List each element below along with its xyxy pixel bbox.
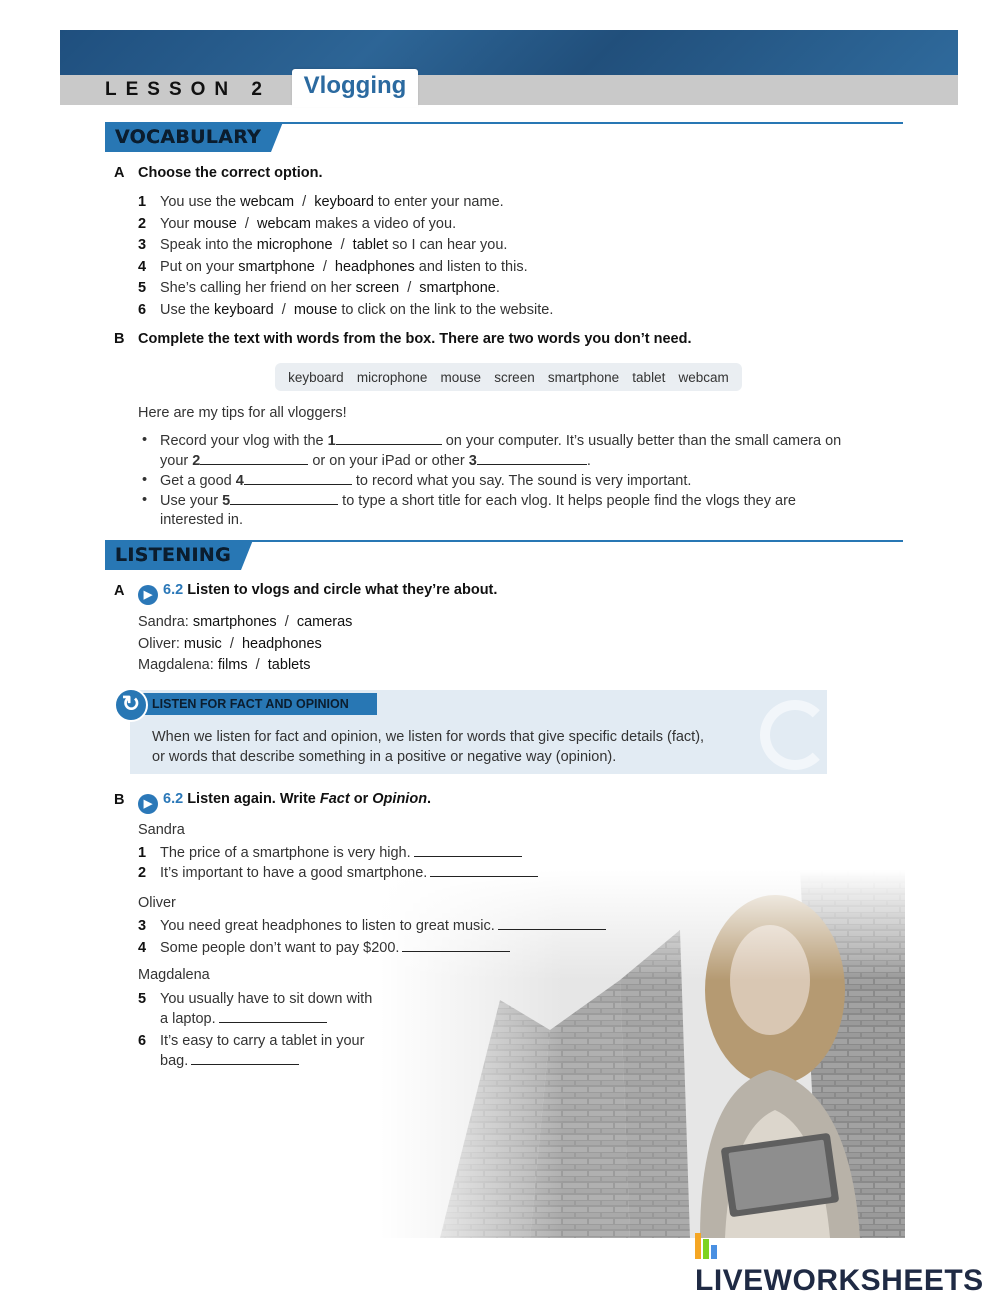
audio-icon[interactable]: ▶ bbox=[138, 794, 158, 814]
answer-6-input[interactable] bbox=[191, 1051, 299, 1065]
item-text: and listen to this. bbox=[414, 258, 528, 275]
vocab-a-list bbox=[138, 194, 553, 323]
gap-number: 4 bbox=[235, 473, 244, 489]
tip-text: Get a good bbox=[160, 473, 236, 489]
answer-5-input[interactable] bbox=[219, 1009, 327, 1023]
item-text: to click on the link to the website. bbox=[337, 301, 554, 318]
speaker-magdalena: Magdalena bbox=[138, 967, 210, 983]
item-text: Your bbox=[160, 215, 194, 232]
audio-icon[interactable]: ▶ bbox=[138, 585, 158, 605]
item-number: 2 bbox=[138, 215, 147, 232]
listening-heading-text: LISTENING bbox=[115, 544, 231, 566]
gap-number: 3 bbox=[468, 453, 477, 469]
track-number: 6.2 bbox=[163, 791, 184, 807]
tip-text: or on your iPad or other bbox=[308, 453, 469, 469]
item-text: Some people don’t want to pay $200. bbox=[160, 940, 400, 956]
option-2[interactable]: headphones bbox=[241, 635, 322, 652]
item-number: 1 bbox=[138, 194, 147, 210]
vocab-a-instruction: Choose the correct option. bbox=[138, 165, 323, 181]
tip-heading: LISTEN FOR FACT AND OPINION bbox=[142, 693, 377, 715]
gap-2-input[interactable] bbox=[200, 451, 308, 465]
gap-4-input[interactable] bbox=[244, 471, 352, 485]
option-1[interactable]: smartphones bbox=[192, 614, 277, 630]
option-2[interactable]: mouse bbox=[293, 301, 338, 318]
option-2[interactable]: cameras bbox=[296, 614, 353, 630]
tip-text: your bbox=[160, 453, 193, 469]
lesson-title: Vlogging bbox=[303, 72, 407, 99]
word-box bbox=[275, 363, 742, 391]
list-item: Sandra: smartphones / cameras bbox=[138, 614, 353, 630]
gap-number: 2 bbox=[192, 453, 201, 469]
listen-a-list bbox=[138, 614, 352, 679]
item-text: The price of a smartphone is very high. bbox=[160, 845, 411, 861]
item-text: It’s easy to carry a tablet in your bbox=[160, 1033, 365, 1049]
vocabulary-heading bbox=[105, 122, 271, 152]
vocab-b-letter: B bbox=[114, 331, 125, 347]
item-text: to enter your name. bbox=[373, 194, 504, 210]
gap-1-input[interactable] bbox=[336, 431, 442, 445]
vocabulary-heading-text: VOCABULARY bbox=[115, 126, 262, 148]
tip-text: on your computer. It’s usually better than the small camera on bbox=[441, 433, 842, 449]
listen-b-letter: B bbox=[114, 792, 125, 808]
listen-a-instruction: Listen to vlogs and circle what they’re about. bbox=[187, 582, 498, 598]
gap-number: 5 bbox=[222, 493, 231, 509]
list-item: 3 Speak into the microphone / tablet so I can hear you. bbox=[138, 237, 508, 253]
listen-b-instruction-row bbox=[138, 791, 431, 814]
item-number: 4 bbox=[138, 940, 147, 956]
word-tablet: tablet bbox=[632, 369, 666, 385]
item-number: 6 bbox=[138, 1033, 147, 1049]
list-item bbox=[138, 471, 878, 491]
item-number: 5 bbox=[138, 280, 147, 296]
item-text: She’s calling her friend on her bbox=[160, 280, 356, 296]
instruction-opinion: Opinion bbox=[372, 791, 428, 807]
list-item: 6 Use the keyboard / mouse to click on the link to the website. bbox=[138, 301, 554, 318]
brand-text: LIVEWORKSHEETS bbox=[695, 1264, 984, 1297]
item-text: a laptop. bbox=[160, 1011, 216, 1027]
list-item bbox=[138, 863, 538, 881]
option-2[interactable]: tablet bbox=[352, 237, 389, 253]
answer-2-input[interactable] bbox=[430, 863, 538, 877]
tips-intro: Here are my tips for all vloggers! bbox=[138, 405, 347, 421]
option-1[interactable]: mouse bbox=[193, 215, 237, 232]
item-text: bag. bbox=[160, 1053, 189, 1069]
option-1[interactable]: films bbox=[217, 657, 248, 673]
instruction-text: . bbox=[427, 791, 432, 807]
listen-a-letter: A bbox=[114, 583, 125, 599]
refresh-icon: ↻ bbox=[114, 688, 148, 722]
word-keyboard: keyboard bbox=[288, 369, 344, 385]
liveworksheets-logo bbox=[695, 1230, 1000, 1298]
item-text: You usually have to sit down with bbox=[160, 991, 373, 1007]
listening-heading bbox=[105, 540, 241, 570]
vocab-b-instruction: Complete the text with words from the box. There are two words you don’t need. bbox=[138, 331, 692, 347]
option-1[interactable]: webcam bbox=[240, 194, 295, 210]
instruction-text: or bbox=[349, 791, 373, 807]
item-text: Use the bbox=[160, 301, 214, 318]
word-screen: screen bbox=[494, 369, 535, 385]
refresh-watermark-icon bbox=[760, 700, 830, 770]
answer-3-input[interactable] bbox=[498, 916, 606, 930]
option-1[interactable]: smartphone bbox=[238, 258, 315, 275]
instruction-fact: Fact bbox=[319, 791, 350, 807]
gap-5-input[interactable] bbox=[230, 491, 338, 505]
list-item: 5 She’s calling her friend on her screen / smartphone. bbox=[138, 280, 500, 296]
list-item bbox=[138, 916, 606, 934]
item-number: 1 bbox=[138, 845, 147, 861]
list-item bbox=[138, 491, 878, 530]
list-item: 1 You use the webcam / keyboard to enter your name. bbox=[138, 194, 504, 210]
list-item bbox=[138, 1031, 364, 1071]
vocab-a-letter: A bbox=[114, 165, 125, 181]
tip-line: or words that describe something in a positive or negative way (opinion). bbox=[152, 749, 617, 765]
item-text: Speak into the bbox=[160, 237, 257, 253]
word-webcam: webcam bbox=[678, 369, 729, 385]
speaker-sandra: Sandra bbox=[138, 822, 185, 838]
item-number: 3 bbox=[138, 237, 147, 253]
item-text: so I can hear you. bbox=[388, 237, 508, 253]
tip-text: . bbox=[586, 453, 591, 469]
item-number: 6 bbox=[138, 301, 147, 318]
item-text: It’s important to have a good smartphone. bbox=[160, 865, 428, 881]
lesson-number: LESSON 2 bbox=[105, 79, 271, 100]
speaker-oliver: Oliver bbox=[138, 895, 176, 911]
tip-body bbox=[152, 727, 704, 767]
option-2[interactable]: headphones bbox=[334, 258, 415, 275]
speaker-name: Magdalena: bbox=[138, 657, 218, 673]
list-item bbox=[138, 843, 522, 861]
speaker-name: Oliver: bbox=[138, 635, 184, 652]
item-text: . bbox=[495, 280, 500, 296]
item-text: makes a video of you. bbox=[311, 215, 457, 232]
tip-line: When we listen for fact and opinion, we listen for words that give specific details (fact), bbox=[152, 729, 705, 745]
option-1[interactable]: screen bbox=[355, 280, 400, 296]
listen-a-instruction-row bbox=[138, 582, 497, 605]
option-1[interactable]: keyboard bbox=[214, 301, 274, 318]
item-number: 3 bbox=[138, 918, 147, 934]
word-mouse: mouse bbox=[440, 369, 482, 385]
answer-4-input[interactable] bbox=[402, 938, 510, 952]
list-item bbox=[138, 989, 372, 1029]
tip-text: interested in. bbox=[160, 512, 244, 528]
option-2[interactable]: smartphone bbox=[419, 280, 496, 296]
gap-3-input[interactable] bbox=[477, 451, 587, 465]
tip-text: Record your vlog with the bbox=[160, 433, 328, 449]
item-number: 4 bbox=[138, 258, 147, 275]
list-item: 4 Put on your smartphone / headphones and listen to this. bbox=[138, 258, 528, 275]
word-smartphone: smartphone bbox=[547, 369, 620, 385]
option-2[interactable]: tablets bbox=[267, 657, 311, 673]
gap-number: 1 bbox=[327, 433, 336, 449]
option-2[interactable]: webcam bbox=[257, 215, 312, 232]
liveworksheets-icon bbox=[695, 1233, 717, 1259]
list-item: Oliver: music / headphones bbox=[138, 635, 322, 652]
tip-text: Use your bbox=[160, 493, 223, 509]
option-1[interactable]: microphone bbox=[256, 237, 333, 253]
answer-1-input[interactable] bbox=[414, 843, 522, 857]
instruction-text: Listen again. Write bbox=[187, 791, 320, 807]
header-banner bbox=[60, 30, 958, 75]
tips-list bbox=[138, 431, 878, 530]
item-number: 5 bbox=[138, 991, 147, 1007]
option-1[interactable]: music bbox=[183, 635, 222, 652]
list-item: Magdalena: films / tablets bbox=[138, 657, 311, 673]
option-2[interactable]: keyboard bbox=[314, 194, 374, 210]
item-text: You need great headphones to listen to great music. bbox=[160, 918, 495, 934]
item-number: 2 bbox=[138, 865, 147, 881]
track-number: 6.2 bbox=[163, 582, 184, 598]
item-text: Put on your bbox=[160, 258, 239, 275]
list-item bbox=[138, 431, 878, 471]
list-item: 2 Your mouse / webcam makes a video of you. bbox=[138, 215, 457, 232]
list-item bbox=[138, 938, 510, 956]
word-microphone: microphone bbox=[356, 369, 428, 385]
item-text: You use the bbox=[160, 194, 241, 210]
tip-text: to type a short title for each vlog. It helps people find the vlogs they are bbox=[338, 493, 796, 509]
speaker-name: Sandra: bbox=[138, 614, 193, 630]
tip-text: to record what you say. The sound is very important. bbox=[351, 473, 692, 489]
